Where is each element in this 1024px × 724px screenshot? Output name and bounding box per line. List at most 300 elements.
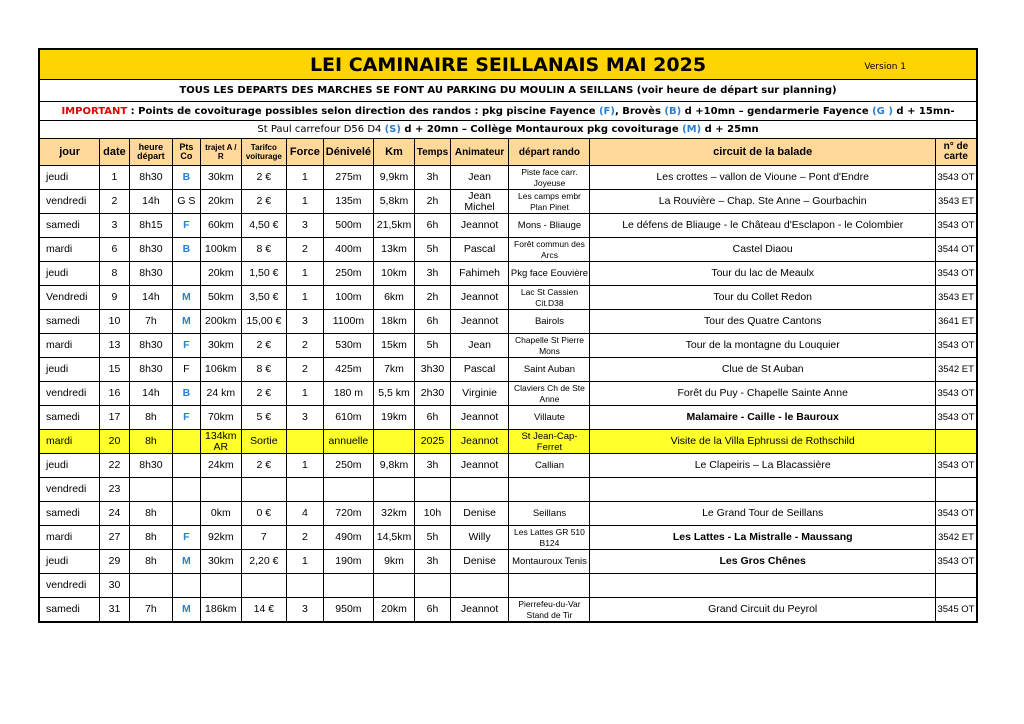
cell-pts: F (173, 358, 200, 382)
cell-force: 1 (286, 190, 323, 214)
cell-depart (509, 478, 590, 502)
table-row (40, 238, 976, 262)
cell-tarif: 8 € (242, 238, 287, 262)
cell-carte: 3641 ET (935, 310, 976, 334)
cell-carte: 3543 OT (935, 382, 976, 406)
cell-temps (415, 574, 450, 598)
cell-pts (173, 502, 200, 526)
cell-temps: 6h (415, 310, 450, 334)
cell-pts: F (173, 334, 200, 358)
cell-carte (935, 478, 976, 502)
cell-circuit: Malamaire - Caille - le Bauroux (590, 406, 935, 430)
cell-circuit: Les Lattes - La Mistralle - Maussang (590, 526, 935, 550)
table-row (40, 214, 976, 238)
cell-pts (173, 574, 200, 598)
cell-trajet: 30km (200, 550, 242, 574)
col-depart: départ rando (509, 139, 590, 166)
cell-anim: Jean Michel (450, 190, 509, 214)
cell-km: 32km (373, 502, 415, 526)
cell-km: 6km (373, 286, 415, 310)
cell-temps: 3h (415, 454, 450, 478)
cell-pts (173, 430, 200, 454)
cell-tarif (242, 574, 287, 598)
cell-carte: 3543 ET (935, 190, 976, 214)
cell-heure (129, 574, 173, 598)
cell-carte: 3542 ET (935, 358, 976, 382)
carpool-text: d + 15mn- (892, 106, 955, 117)
cell-circuit: Les Gros Chênes (590, 550, 935, 574)
cell-date: 2 (100, 190, 129, 214)
cell-date: 1 (100, 166, 129, 190)
cell-trajet: 20km (200, 262, 242, 286)
cell-circuit: Tour de la montagne du Louquier (590, 334, 935, 358)
cell-circuit: Castel Diaou (590, 238, 935, 262)
cell-heure (129, 478, 173, 502)
cell-trajet: 100km (200, 238, 242, 262)
carpool-text: d + 20mn – Collège Montauroux pkg covoiturage (400, 124, 683, 135)
cell-heure: 14h (129, 190, 173, 214)
cell-force: 4 (286, 502, 323, 526)
cell-jour: vendredi (40, 190, 100, 214)
cell-tarif: 1,50 € (242, 262, 287, 286)
cell-carte: 3543 OT (935, 334, 976, 358)
cell-circuit: Tour du lac de Meaulx (590, 262, 935, 286)
table-row (40, 286, 976, 310)
cell-anim: Jean (450, 166, 509, 190)
cell-carte: 3543 OT (935, 502, 976, 526)
cell-jour: mardi (40, 430, 100, 454)
cell-date: 22 (100, 454, 129, 478)
cell-trajet: 0km (200, 502, 242, 526)
cell-trajet: 200km (200, 310, 242, 334)
cell-trajet: 186km (200, 598, 242, 622)
cell-temps: 3h (415, 166, 450, 190)
cell-anim: Jeannot (450, 454, 509, 478)
cell-circuit: Grand Circuit du Peyrol (590, 598, 935, 622)
cell-circuit: Le Clapeiris – La Blacassière (590, 454, 935, 478)
cell-deniv: 490m (324, 526, 374, 550)
cell-tarif: 0 € (242, 502, 287, 526)
cell-jour: samedi (40, 502, 100, 526)
cell-heure: 14h (129, 382, 173, 406)
cell-deniv: 720m (324, 502, 374, 526)
cell-km (373, 574, 415, 598)
cell-pts: G S (173, 190, 200, 214)
cell-temps (415, 478, 450, 502)
cell-anim: Jeannot (450, 430, 509, 454)
cell-force (286, 574, 323, 598)
cell-tarif: 15,00 € (242, 310, 287, 334)
cell-anim: Jeannot (450, 214, 509, 238)
cell-date: 30 (100, 574, 129, 598)
cell-jour: vendredi (40, 478, 100, 502)
cell-temps: 10h (415, 502, 450, 526)
cell-heure: 8h (129, 430, 173, 454)
cell-trajet: 30km (200, 166, 242, 190)
cell-force: 2 (286, 238, 323, 262)
cell-carte: 3543 OT (935, 454, 976, 478)
cell-anim: Fahimeh (450, 262, 509, 286)
cell-depart: Callian (509, 454, 590, 478)
carpool-notice-line1 (40, 102, 976, 121)
cell-date: 29 (100, 550, 129, 574)
cell-trajet: 24km (200, 454, 242, 478)
col-jour: jour (40, 139, 100, 166)
cell-force: 3 (286, 406, 323, 430)
cell-force: 2 (286, 358, 323, 382)
cell-force: 1 (286, 550, 323, 574)
cell-circuit: Forêt du Puy - Chapelle Sainte Anne (590, 382, 935, 406)
cell-km: 18km (373, 310, 415, 334)
cell-force: 2 (286, 334, 323, 358)
cell-jour: mardi (40, 526, 100, 550)
cell-anim: Jeannot (450, 286, 509, 310)
title-band (40, 50, 976, 80)
cell-trajet: 50km (200, 286, 242, 310)
cell-temps: 5h (415, 238, 450, 262)
cell-temps: 6h (415, 406, 450, 430)
cell-km: 14,5km (373, 526, 415, 550)
cell-heure: 8h30 (129, 358, 173, 382)
cell-heure: 8h30 (129, 166, 173, 190)
cell-pts: B (173, 166, 200, 190)
cell-jour: samedi (40, 406, 100, 430)
cell-carte: 3545 OT (935, 598, 976, 622)
cell-depart: Chapelle St Pierre Mons (509, 334, 590, 358)
cell-km: 13km (373, 238, 415, 262)
cell-carte: 3543 OT (935, 406, 976, 430)
cell-trajet (200, 478, 242, 502)
cell-carte: 3543 OT (935, 550, 976, 574)
cell-tarif: 7 (242, 526, 287, 550)
cell-jour: samedi (40, 310, 100, 334)
code-f: (F) (598, 106, 615, 117)
cell-heure: 8h30 (129, 334, 173, 358)
cell-temps: 3h30 (415, 358, 450, 382)
cell-circuit: Visite de la Villa Ephrussi de Rothschild (590, 430, 935, 454)
col-deniv: Dénivelé (324, 139, 374, 166)
cell-deniv (324, 574, 374, 598)
cell-force: 3 (286, 598, 323, 622)
cell-temps: 6h (415, 598, 450, 622)
cell-circuit: Le défens de Bliauge - le Château d'Esclapon - le Colombier (590, 214, 935, 238)
cell-pts: F (173, 526, 200, 550)
cell-carte (935, 430, 976, 454)
cell-date: 27 (100, 526, 129, 550)
cell-pts: F (173, 406, 200, 430)
table-row (40, 382, 976, 406)
cell-jour: Vendredi (40, 286, 100, 310)
table-row (40, 478, 976, 502)
cell-anim (450, 574, 509, 598)
cell-trajet: 134km AR (200, 430, 242, 454)
cell-force: 1 (286, 454, 323, 478)
cell-trajet (200, 574, 242, 598)
cell-deniv: 250m (324, 262, 374, 286)
cell-km: 21,5km (373, 214, 415, 238)
cell-date: 24 (100, 502, 129, 526)
table-row (40, 406, 976, 430)
cell-carte: 3544 OT (935, 238, 976, 262)
cell-depart: Les camps embr Plan Pinet (509, 190, 590, 214)
cell-heure: 8h (129, 550, 173, 574)
cell-depart: Villaute (509, 406, 590, 430)
col-km: Km (373, 139, 415, 166)
cell-temps: 3h (415, 550, 450, 574)
cell-force (286, 430, 323, 454)
cell-heure: 8h30 (129, 454, 173, 478)
col-animateur: Animateur (450, 139, 509, 166)
cell-date: 9 (100, 286, 129, 310)
cell-heure: 8h30 (129, 262, 173, 286)
cell-heure: 7h (129, 310, 173, 334)
carpool-text: : Points de covoiturage possibles selon direction des randos : pkg piscine Fayence (127, 106, 599, 117)
cell-anim: Denise (450, 502, 509, 526)
cell-deniv: 135m (324, 190, 374, 214)
cell-anim: Willy (450, 526, 509, 550)
cell-jour: jeudi (40, 166, 100, 190)
cell-carte: 3542 ET (935, 526, 976, 550)
cell-deniv: 190m (324, 550, 374, 574)
cell-depart: Saint Auban (509, 358, 590, 382)
cell-km: 9,9km (373, 166, 415, 190)
cell-trajet: 60km (200, 214, 242, 238)
cell-jour: vendredi (40, 574, 100, 598)
cell-force: 1 (286, 262, 323, 286)
col-circuit: circuit de la balade (590, 139, 935, 166)
cell-force: 1 (286, 166, 323, 190)
cell-date: 23 (100, 478, 129, 502)
cell-tarif (242, 478, 287, 502)
cell-carte (935, 574, 976, 598)
cell-depart: Lac St Cassien Cit.D38 (509, 286, 590, 310)
table-row (40, 454, 976, 478)
cell-heure: 7h (129, 598, 173, 622)
important-label: IMPORTANT (61, 106, 128, 117)
cell-pts: M (173, 310, 200, 334)
cell-trajet: 92km (200, 526, 242, 550)
cell-temps: 5h (415, 334, 450, 358)
cell-jour: jeudi (40, 262, 100, 286)
cell-date: 16 (100, 382, 129, 406)
cell-temps: 3h (415, 262, 450, 286)
cell-km: 5,5 km (373, 382, 415, 406)
table-row (40, 334, 976, 358)
col-heure: heure départ (129, 139, 173, 166)
cell-force: 3 (286, 214, 323, 238)
cell-tarif: 3,50 € (242, 286, 287, 310)
cell-depart: Mons - Bliauge (509, 214, 590, 238)
cell-depart: Pkg face Eouvière (509, 262, 590, 286)
cell-circuit: Le Grand Tour de Seillans (590, 502, 935, 526)
cell-tarif: 2 € (242, 190, 287, 214)
cell-temps: 5h (415, 526, 450, 550)
cell-jour: jeudi (40, 454, 100, 478)
cell-pts: F (173, 214, 200, 238)
cell-deniv: 180 m (324, 382, 374, 406)
carpool-notice-line2 (40, 121, 976, 139)
cell-force: 2 (286, 526, 323, 550)
cell-carte: 3543 ET (935, 286, 976, 310)
cell-tarif: 2 € (242, 454, 287, 478)
cell-circuit: Tour des Quatre Cantons (590, 310, 935, 334)
col-date: date (100, 139, 129, 166)
cell-depart: Pierrefeu-du-Var Stand de Tir (509, 598, 590, 622)
cell-deniv: 400m (324, 238, 374, 262)
cell-pts (173, 478, 200, 502)
cell-depart: Les Lattes GR 510 B124 (509, 526, 590, 550)
cell-circuit: Tour du Collet Redon (590, 286, 935, 310)
cell-anim: Pascal (450, 358, 509, 382)
code-g: (G ) (872, 106, 893, 117)
cell-tarif: 2 € (242, 334, 287, 358)
header-row (40, 139, 976, 166)
col-force: Force (286, 139, 323, 166)
cell-carte: 3543 OT (935, 262, 976, 286)
carpool-text: , Brovès (614, 106, 665, 117)
cell-heure: 8h (129, 406, 173, 430)
table-row (40, 550, 976, 574)
cell-tarif: 8 € (242, 358, 287, 382)
cell-deniv (324, 478, 374, 502)
carpool-text: St Paul carrefour D56 D4 (257, 124, 385, 135)
carpool-text: d + 25mn (701, 124, 759, 135)
cell-temps: 6h (415, 214, 450, 238)
page-title: LEI CAMINAIRE SEILLANAIS MAI 2025 (309, 54, 707, 76)
cell-temps: 2025 (415, 430, 450, 454)
cell-circuit (590, 478, 935, 502)
cell-pts (173, 454, 200, 478)
cell-temps: 2h (415, 190, 450, 214)
cell-depart: Piste face carr. Joyeuse (509, 166, 590, 190)
cell-pts: M (173, 286, 200, 310)
cell-km: 10km (373, 262, 415, 286)
cell-anim: Virginie (450, 382, 509, 406)
cell-carte: 3543 OT (935, 214, 976, 238)
code-b: (B) (664, 106, 682, 117)
table-row (40, 598, 976, 622)
cell-circuit: Les crottes – vallon de Vioune – Pont d'Endre (590, 166, 935, 190)
table-row (40, 262, 976, 286)
cell-date: 8 (100, 262, 129, 286)
cell-jour: jeudi (40, 358, 100, 382)
table-row (40, 574, 976, 598)
cell-tarif: 2,20 € (242, 550, 287, 574)
col-trajet: trajet A / R (200, 139, 242, 166)
table-row (40, 526, 976, 550)
cell-heure: 8h (129, 526, 173, 550)
cell-anim: Jeannot (450, 310, 509, 334)
cell-date: 17 (100, 406, 129, 430)
cell-force (286, 478, 323, 502)
cell-deniv: 1100m (324, 310, 374, 334)
cell-date: 31 (100, 598, 129, 622)
schedule-table (40, 139, 976, 621)
col-tarif: Tarifco voiturage (242, 139, 287, 166)
cell-trajet: 106km (200, 358, 242, 382)
version-label: Version 1 (864, 62, 906, 72)
cell-anim: Jeannot (450, 598, 509, 622)
cell-force: 3 (286, 310, 323, 334)
cell-deniv: 500m (324, 214, 374, 238)
cell-jour: mardi (40, 334, 100, 358)
cell-deniv: 425m (324, 358, 374, 382)
table-row (40, 358, 976, 382)
cell-km: 9km (373, 550, 415, 574)
col-carte: n° de carte (935, 139, 976, 166)
cell-anim (450, 478, 509, 502)
cell-jour: samedi (40, 598, 100, 622)
cell-jour: jeudi (40, 550, 100, 574)
cell-depart: Forêt commun des Arcs (509, 238, 590, 262)
cell-tarif: Sortie (242, 430, 287, 454)
cell-heure: 8h30 (129, 238, 173, 262)
cell-km: 15km (373, 334, 415, 358)
cell-trajet: 24 km (200, 382, 242, 406)
cell-km: 7km (373, 358, 415, 382)
cell-depart: Claviers Ch de Ste Anne (509, 382, 590, 406)
table-row (40, 310, 976, 334)
cell-km: 20km (373, 598, 415, 622)
cell-carte: 3543 OT (935, 166, 976, 190)
cell-depart: Montauroux Tenis (509, 550, 590, 574)
carpool-text: d +10mn – gendarmerie Fayence (681, 106, 873, 117)
cell-circuit: Clue de St Auban (590, 358, 935, 382)
cell-km (373, 478, 415, 502)
cell-trajet: 20km (200, 190, 242, 214)
cell-date: 6 (100, 238, 129, 262)
cell-jour: mardi (40, 238, 100, 262)
cell-pts: B (173, 382, 200, 406)
cell-deniv: 610m (324, 406, 374, 430)
cell-km: 19km (373, 406, 415, 430)
code-s: (S) (384, 124, 401, 135)
table-row (40, 430, 976, 454)
planning-sheet (38, 48, 978, 623)
cell-deniv: annuelle (324, 430, 374, 454)
cell-circuit (590, 574, 935, 598)
cell-jour: samedi (40, 214, 100, 238)
cell-date: 15 (100, 358, 129, 382)
cell-deniv: 100m (324, 286, 374, 310)
cell-km: 9,8km (373, 454, 415, 478)
cell-deniv: 250m (324, 454, 374, 478)
cell-deniv: 950m (324, 598, 374, 622)
cell-depart: Bairols (509, 310, 590, 334)
cell-anim: Jean (450, 334, 509, 358)
cell-heure: 8h (129, 502, 173, 526)
cell-trajet: 70km (200, 406, 242, 430)
cell-anim: Pascal (450, 238, 509, 262)
table-row (40, 190, 976, 214)
cell-depart (509, 574, 590, 598)
cell-km (373, 430, 415, 454)
cell-deniv: 275m (324, 166, 374, 190)
col-pts: Pts Co (173, 139, 200, 166)
cell-pts: M (173, 550, 200, 574)
cell-date: 13 (100, 334, 129, 358)
cell-date: 3 (100, 214, 129, 238)
cell-depart: St Jean-Cap-Ferret (509, 430, 590, 454)
cell-heure: 8h15 (129, 214, 173, 238)
col-temps: Temps (415, 139, 450, 166)
cell-pts: M (173, 598, 200, 622)
cell-deniv: 530m (324, 334, 374, 358)
cell-pts (173, 262, 200, 286)
departure-notice: TOUS LES DEPARTS DES MARCHES SE FONT AU PARKING DU MOULIN A SEILLANS (voir heure de départ sur planning) (40, 80, 976, 102)
cell-depart: Seillans (509, 502, 590, 526)
cell-pts: B (173, 238, 200, 262)
